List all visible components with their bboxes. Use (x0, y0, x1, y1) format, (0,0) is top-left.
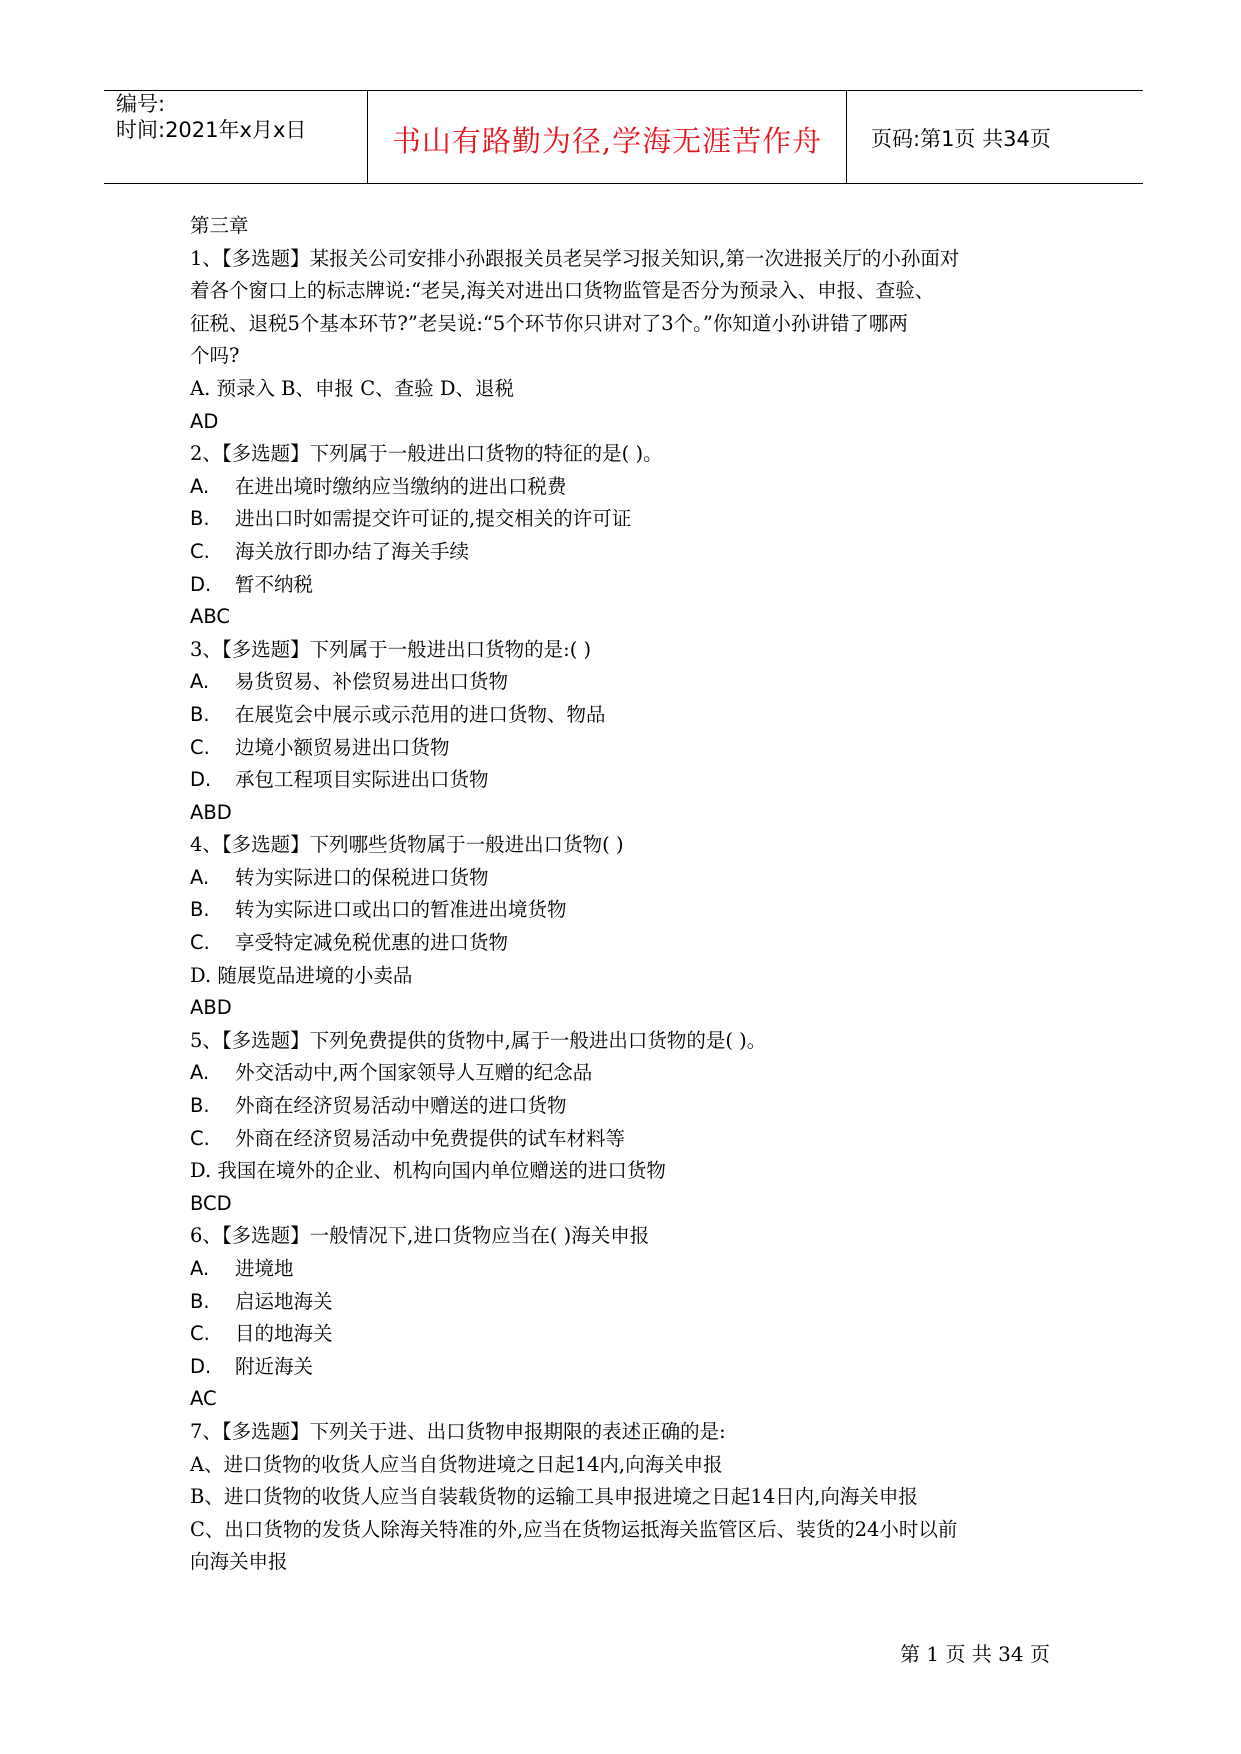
option-text: 附近海关 (235, 1354, 314, 1378)
option-label: B. (190, 702, 210, 726)
page-code: 页码:第1页 共34页 (871, 127, 1051, 151)
question-block (190, 1416, 1070, 1579)
question-block (190, 438, 1070, 634)
option-label: A. (190, 1257, 210, 1280)
option-label: A. (190, 474, 210, 498)
option-line (190, 1090, 1070, 1123)
option-line (190, 1286, 1070, 1319)
option-line: D. 我国在境外的企业、机构向国内单位赠送的进口货物 (190, 1159, 666, 1183)
option-label: A. (190, 670, 210, 694)
option-text: 转为实际进口或出口的暂准进出境货物 (235, 898, 567, 922)
question-text: 5、【多选题】下列免费提供的货物中,属于一般进出口货物的是( )。 (190, 1028, 767, 1052)
option-text: 目的地海关 (235, 1322, 333, 1346)
option-label: A. (190, 1061, 210, 1085)
option-line (190, 699, 1070, 732)
option-text: 外商在经济贸易活动中赠送的进口货物 (235, 1094, 567, 1118)
option-line (190, 764, 1070, 797)
question-text: 6、【多选题】一般情况下,进口货物应当在( )海关申报 (190, 1224, 650, 1248)
option-label: C. (190, 1322, 210, 1346)
option-text: 转为实际进口的保税进口货物 (235, 865, 489, 889)
answer-text: BCD (190, 1191, 232, 1215)
option-text: 暂不纳税 (235, 572, 314, 596)
page-footer: 第 1 页 共 34 页 (900, 1642, 1050, 1666)
option-line: A、进口货物的收货人应当自货物进境之日起14内,向海关申报 (190, 1452, 723, 1476)
question-text: 7、【多选题】下列关于进、出口货物申报期限的表述正确的是: (190, 1419, 726, 1443)
question-block (190, 243, 1070, 439)
time-label: 时间:2021年x月x日 (116, 118, 307, 142)
answer-text: AC (190, 1387, 217, 1411)
option-label: C. (190, 1126, 210, 1150)
option-text: 边境小额贸易进出口货物 (235, 735, 450, 759)
answer-text: ABD (190, 996, 232, 1020)
option-label: A. (190, 865, 210, 889)
question-block (190, 829, 1070, 1025)
option-text: 易货贸易、补偿贸易进出口货物 (235, 670, 509, 694)
chapter-title: 第三章 (190, 214, 249, 237)
question-text: 4、【多选题】下列哪些货物属于一般进出口货物( ) (190, 833, 624, 857)
option-line (190, 503, 1070, 536)
document-header (104, 90, 1143, 184)
question-block (190, 1220, 1070, 1416)
option-label: C. (190, 539, 210, 563)
header-page-cell (847, 91, 1143, 183)
option-line: C、出口货物的发货人除海关特准的外,应当在货物运抵海关监管区后、装货的24小时以前 (190, 1517, 958, 1541)
question-text: 3、【多选题】下列属于一般进出口货物的是:( ) (190, 637, 592, 661)
option-text: 海关放行即办结了海关手续 (235, 539, 470, 563)
option-label: B. (190, 507, 210, 531)
option-label: C. (190, 931, 210, 955)
question-text: 着各个窗口上的标志牌说:“老吴,海关对进出口货物监管是否分为预录入、申报、查验、 (190, 279, 935, 303)
option-line (190, 666, 1070, 699)
option-line (190, 569, 1070, 602)
option-line (190, 471, 1070, 504)
option-text: 外交活动中,两个国家领导人互赠的纪念品 (235, 1061, 593, 1085)
option-text: 在进出境时缴纳应当缴纳的进出口税费 (235, 474, 567, 498)
answer-text: ABC (190, 605, 230, 629)
option-text: 启运地海关 (235, 1289, 333, 1313)
motto-text: 书山有路勤为径,学海无涯苦作舟 (391, 124, 823, 158)
option-text: 承包工程项目实际进出口货物 (235, 768, 489, 792)
question-block (190, 1025, 1070, 1221)
question-text: 征税、退税5个基本环节?”老吴说:“5个环节你只讲对了3个。”你知道小孙讲错了哪两 (190, 311, 908, 335)
option-line (190, 894, 1070, 927)
number-label: 编号: (116, 92, 166, 116)
option-line (190, 1351, 1070, 1384)
option-label: D. (190, 1354, 212, 1378)
option-line (190, 862, 1070, 895)
question-text: 个吗? (190, 344, 240, 368)
option-line (190, 536, 1070, 569)
option-line (190, 732, 1070, 765)
option-label: D. (190, 768, 212, 792)
document-body (190, 210, 1070, 1579)
option-line: A. 预录入 B、申报 C、查验 D、退税 (190, 376, 514, 400)
question-text: 2、【多选题】下列属于一般进出口货物的特征的是( )。 (190, 442, 663, 466)
option-line (190, 1253, 1070, 1286)
option-label: B. (190, 1094, 210, 1118)
option-line (190, 927, 1070, 960)
option-text: 外商在经济贸易活动中免费提供的试车材料等 (235, 1126, 626, 1150)
option-line (190, 1123, 1070, 1156)
question-text: 1、【多选题】某报关公司安排小孙跟报关员老吴学习报关知识,第一次进报关厅的小孙面对 (190, 246, 960, 270)
option-line: B、进口货物的收货人应当自装载货物的运输工具申报进境之日起14日内,向海关申报 (190, 1485, 918, 1509)
answer-text: AD (190, 409, 219, 433)
option-line (190, 1057, 1070, 1090)
header-info-cell (104, 91, 368, 183)
option-text: 进出口时如需提交许可证的,提交相关的许可证 (235, 507, 632, 531)
option-text: 在展览会中展示或示范用的进口货物、物品 (235, 702, 606, 726)
answer-text: ABD (190, 800, 232, 824)
option-label: C. (190, 735, 210, 759)
option-text: 进境地 (235, 1257, 294, 1280)
header-motto-cell (368, 91, 847, 183)
option-label: B. (190, 1289, 210, 1313)
option-label: D. (190, 572, 212, 596)
option-text: 享受特定减免税优惠的进口货物 (235, 931, 509, 955)
option-label: B. (190, 898, 210, 922)
option-line (190, 1318, 1070, 1351)
option-line: 向海关申报 (190, 1550, 288, 1574)
question-block (190, 634, 1070, 830)
option-line: D. 随展览品进境的小卖品 (190, 963, 413, 987)
